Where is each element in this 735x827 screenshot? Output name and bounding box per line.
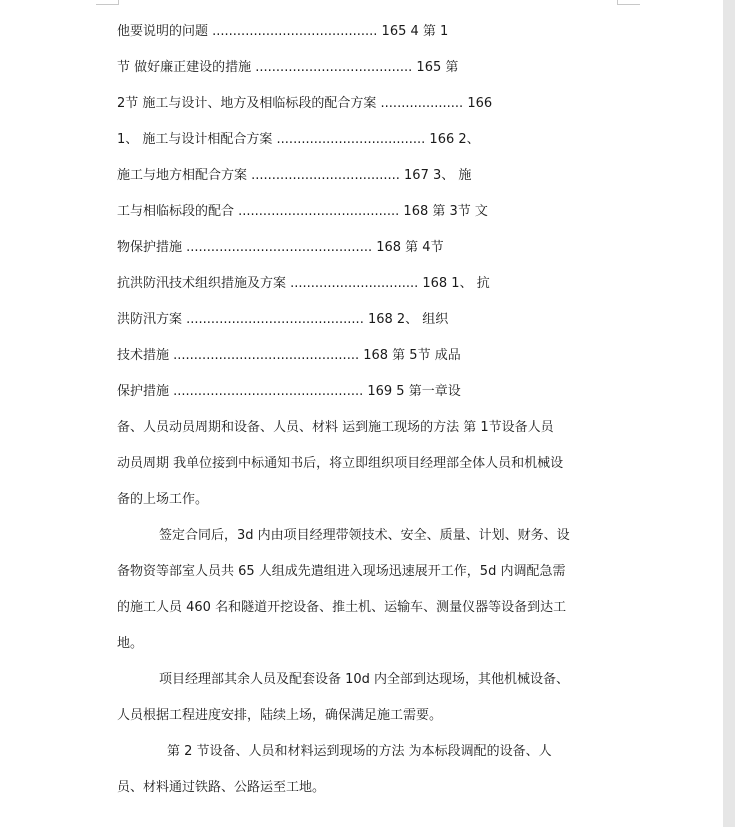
body-line: 备物资等部室人员共 65 人组成先遣组进入现场迅速展开工作，5d 内调配急需 bbox=[117, 564, 566, 579]
toc-line: 2节 施工与设计、地方及相临标段的配合方案 .................... 166 bbox=[117, 96, 493, 111]
body-line: 备的上场工作。 bbox=[117, 492, 209, 507]
paragraph-first-line: 项目经理部其余人员及配套设备 10d 内全部到达现场，其他机械设备、 bbox=[159, 672, 570, 687]
toc-line: 他要说明的问题 ........................................ 165 4 第 1 bbox=[117, 24, 449, 39]
paragraph-first-line: 签定合同后，3d 内由项目经理带领技术、安全、质量、计划、财务、设 bbox=[159, 528, 570, 543]
margin-corner-mark-left bbox=[96, 0, 119, 5]
toc-line: 工与相临标段的配合 ....................................... 168 第 3节 文 bbox=[117, 204, 488, 219]
body-line: 员、材料通过铁路、公路运至工地。 bbox=[117, 780, 326, 795]
page-right-gutter bbox=[723, 0, 735, 827]
body-line: 人员根据工程进度安排，陆续上场，确保满足施工需要。 bbox=[117, 708, 443, 723]
toc-line: 节 做好廉正建设的措施 ...................................... 165 第 bbox=[117, 60, 459, 75]
document-body bbox=[117, 14, 617, 806]
section-heading-line: 第 2 节设备、人员和材料运到现场的方法 为本标段调配的设备、人 bbox=[167, 744, 552, 759]
toc-line: 施工与地方相配合方案 .................................... 167 3、 施 bbox=[117, 168, 472, 183]
toc-line: 技术措施 ............................................. 168 第 5节 成品 bbox=[117, 348, 461, 363]
toc-line: 洪防汛方案 ........................................... 168 2、 组织 bbox=[117, 312, 449, 327]
body-line: 地。 bbox=[117, 636, 144, 651]
body-line: 的施工人员 460 名和隧道开挖设备、推土机、运输车、测量仪器等设备到达工 bbox=[117, 600, 567, 615]
toc-line: 保护措施 .............................................. 169 5 第一章设 bbox=[117, 384, 461, 399]
toc-line: 抗洪防汛技术组织措施及方案 ............................... 168 1、 抗 bbox=[117, 276, 490, 291]
toc-line: 1、 施工与设计相配合方案 .................................... 166 2、 bbox=[117, 132, 480, 147]
toc-line: 物保护措施 ............................................. 168 第 4节 bbox=[117, 240, 444, 255]
body-line: 备、人员动员周期和设备、人员、材料 运到施工现场的方法 第 1节设备人员 bbox=[117, 420, 554, 435]
body-line: 动员周期 我单位接到中标通知书后，将立即组织项目经理部全体人员和机械设 bbox=[117, 456, 564, 471]
margin-corner-mark-right bbox=[617, 0, 640, 5]
